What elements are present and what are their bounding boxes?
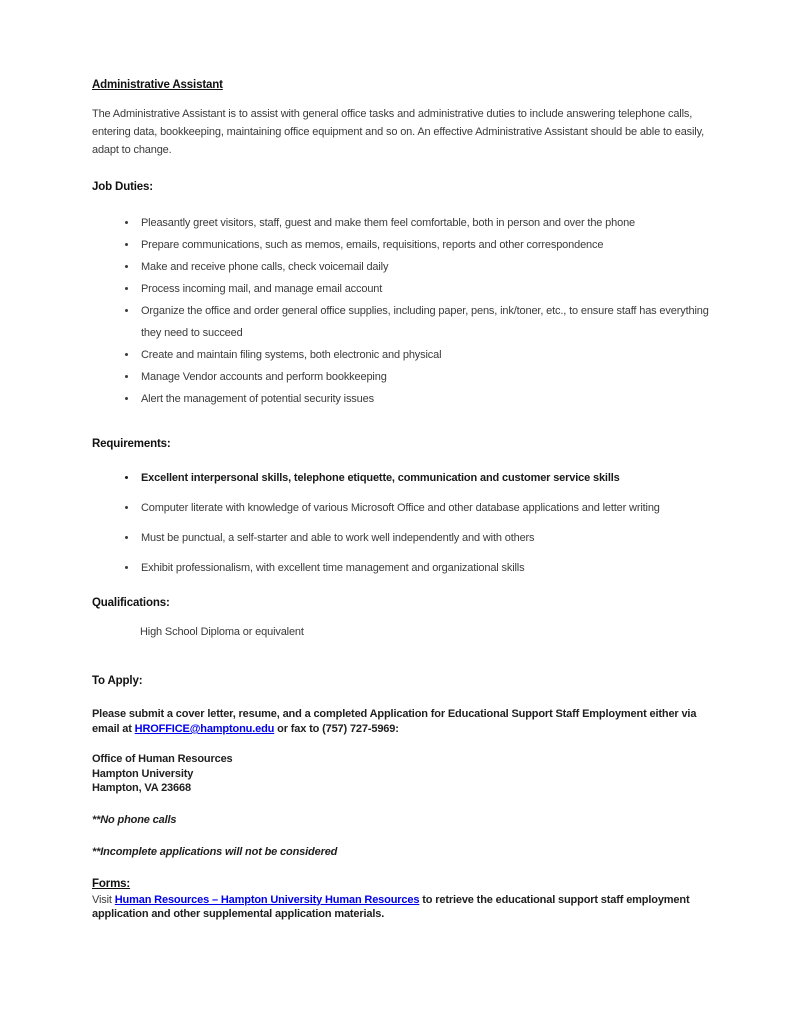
list-item: • Process incoming mail, and manage email account xyxy=(138,278,713,300)
to-apply-heading: To Apply: xyxy=(92,675,143,687)
list-item: • Prepare communications, such as memos, emails, requisitions, reports and other correspondence xyxy=(138,234,713,256)
note-no-phone-calls: **No phone calls xyxy=(92,813,177,826)
list-item: • Manage Vendor accounts and perform bookkeeping xyxy=(138,366,713,388)
list-item: • Must be punctual, a self-starter and able to work well independently and with others xyxy=(138,529,723,547)
list-item: • Pleasantly greet visitors, staff, guest and make them feel comfortable, both in person and over the phone xyxy=(138,212,713,234)
list-item: • Computer literate with knowledge of various Microsoft Office and other database applications and letter writing xyxy=(138,499,723,517)
page-title: Administrative Assistant xyxy=(92,79,223,91)
forms-heading: Forms: xyxy=(92,877,131,890)
address-line: Hampton University xyxy=(92,767,194,780)
email-link[interactable]: HROFFICE@hamptonu.edu xyxy=(134,723,275,735)
job-duties-heading: Job Duties: xyxy=(92,181,153,193)
list-item: • Alert the management of potential security issues xyxy=(138,388,713,410)
list-item: • Excellent interpersonal skills, telephone etiquette, communication and customer service skills xyxy=(138,469,723,487)
address-line: Hampton, VA 23668 xyxy=(92,782,191,794)
intro-paragraph: The Administrative Assistant is to assist with general office tasks and administrative duties to include answering telephone calls, entering data, bookkeeping, maintaining office equipment and so on. An effective Administrative Assistant should be able to easily, adapt to change. xyxy=(92,108,705,156)
list-item: • Organize the office and order general office supplies, including paper, pens, ink/toner, etc., to ensure staff has everything they need to succeed xyxy=(138,300,713,344)
apply-text-after-email: or fax to (757) 727-5969: xyxy=(274,723,399,735)
list-item: • Make and receive phone calls, check voicemail daily xyxy=(138,256,713,278)
address-line: Office of Human Resources xyxy=(92,753,233,765)
forms-text-after-link: to retrieve the educational support staff employment application and other supplemental application materials. xyxy=(92,893,690,920)
human-resources-link[interactable]: Human Resources – Hampton University Human Resources xyxy=(114,893,420,906)
note-incomplete-applications: **Incomplete applications will not be considered xyxy=(92,845,338,858)
forms-text-before-link: Visit xyxy=(92,893,115,906)
requirements-list xyxy=(92,469,723,577)
job-duties-list xyxy=(92,212,713,410)
list-item: • Create and maintain filing systems, both electronic and physical xyxy=(138,344,713,366)
forms-paragraph xyxy=(92,893,717,922)
qualification-item: High School Diploma or equivalent xyxy=(140,626,304,638)
apply-text-before-email: Please submit a cover letter, resume, and a completed Application for Educational Support Staff Employment either via email at xyxy=(92,708,697,735)
list-item: • Exhibit professionalism, with excellent time management and organizational skills xyxy=(138,559,723,577)
apply-instructions xyxy=(92,707,717,737)
mailing-address xyxy=(92,752,717,796)
requirements-heading: Requirements: xyxy=(92,438,171,450)
qualifications-heading: Qualifications: xyxy=(92,597,170,609)
